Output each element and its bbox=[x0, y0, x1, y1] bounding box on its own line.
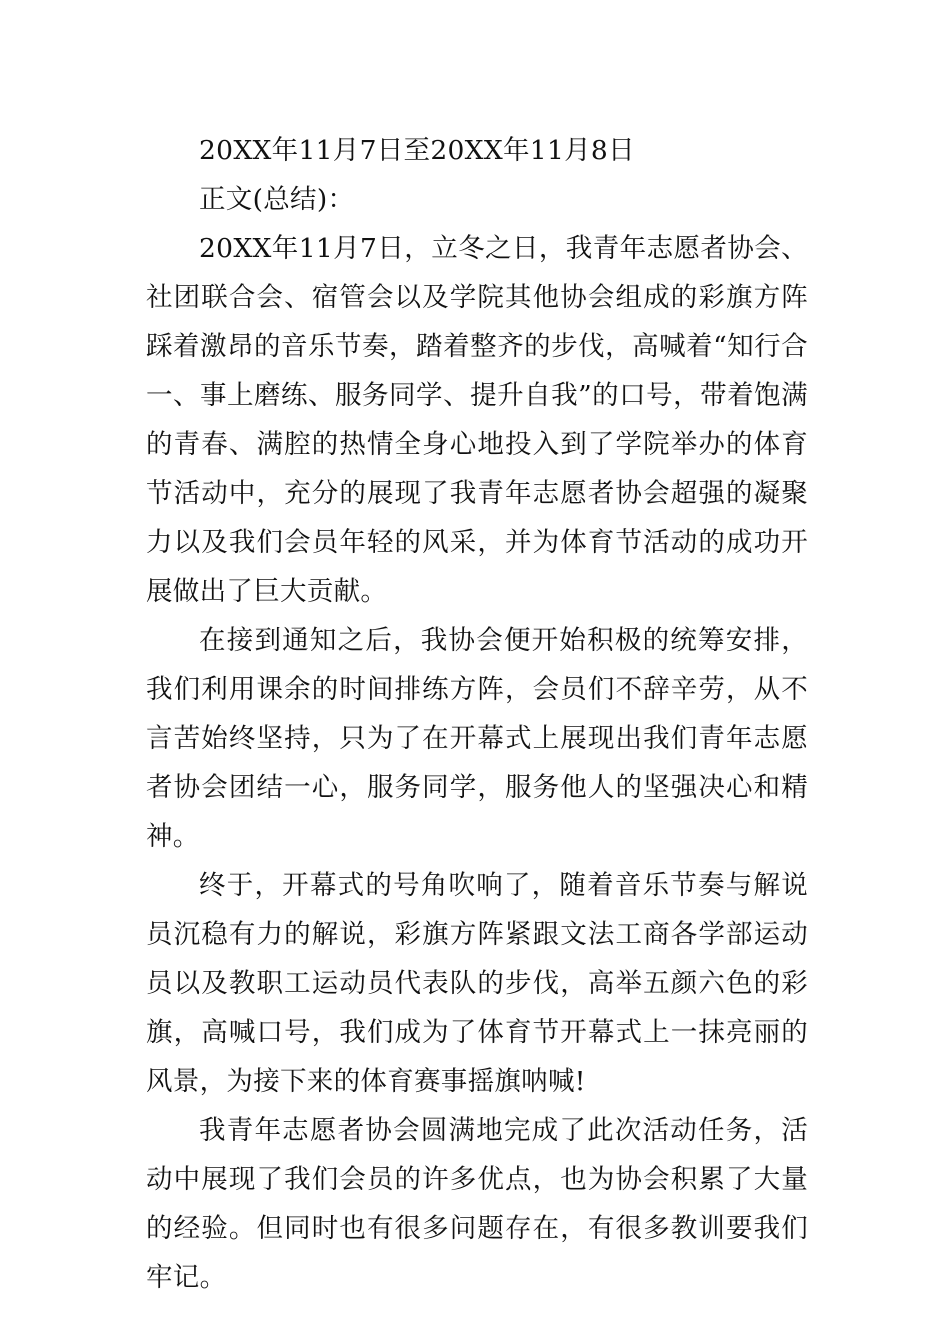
paragraph-1: 20XX年11月7日，立冬之日，我青年志愿者协会、社团联合会、宿管会以及学院其他协会组成的彩旗方阵踩着激昂的音乐节奏，踏着整齐的步伐，高喊着“知行合一、事上磨练、服务同学、提升自我”的口号，带着饱满的青春、满腔的热情全身心地投入到了学院举办的体育节活动中，充分的展现了我青年志愿者协会超强的凝聚力以及我们会员年轻的风采，并为体育节活动的成功开展做出了巨大贡献。 bbox=[146, 233, 808, 607]
paragraph-2: 在接到通知之后，我协会便开始积极的统筹安排，我们利用课余的时间排练方阵，会员们不辞辛劳，从不言苦始终坚持，只为了在开幕式上展现出我们青年志愿者协会团结一心，服务同学，服务他人的坚强决心和精神。 bbox=[146, 625, 808, 852]
date-range-line: 20XX年11月7日至20XX年11月8日 bbox=[199, 135, 635, 166]
body-heading: 正文(总结)： bbox=[199, 184, 355, 215]
paragraph-3: 终于，开幕式的号角吹响了，随着音乐节奏与解说员沉稳有力的解说，彩旗方阵紧跟文法工商各学部运动员以及教职工运动员代表队的步伐，高举五颜六色的彩旗，高喊口号，我们成为了体育节开幕式上一抹亮丽的风景，为接下来的体育赛事摇旗呐喊! bbox=[146, 870, 808, 1097]
paragraph-4: 我青年志愿者协会圆满地完成了此次活动任务，活动中展现了我们会员的许多优点，也为协会积累了大量的经验。但同时也有很多问题存在，有很多教训要我们牢记。 bbox=[146, 1115, 808, 1293]
document-body bbox=[146, 126, 808, 1302]
